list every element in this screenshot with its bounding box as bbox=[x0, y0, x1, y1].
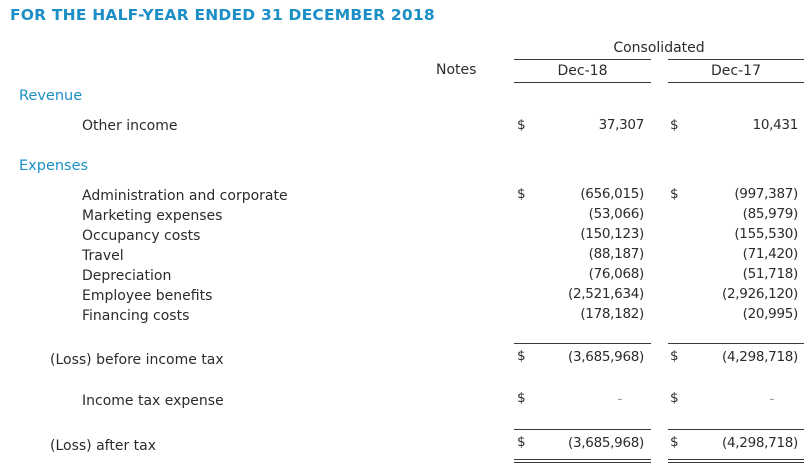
section-expenses: Expenses bbox=[19, 158, 89, 174]
header-rule-col2 bbox=[668, 59, 804, 60]
value-other-income-dec18: 37,307 bbox=[598, 117, 644, 133]
currency-symbol: $ bbox=[670, 390, 679, 406]
value-travel-dec18: (88,187) bbox=[588, 246, 644, 262]
header-underline-col1 bbox=[514, 82, 651, 83]
value-marketing-dec18: (53,066) bbox=[588, 206, 644, 222]
value-loss-after-tax-dec17: (4,298,718) bbox=[722, 435, 798, 451]
currency-symbol: $ bbox=[517, 186, 526, 202]
row-label-financing: Financing costs bbox=[82, 308, 190, 324]
value-travel-dec17: (71,420) bbox=[742, 246, 798, 262]
row-label-occupancy: Occupancy costs bbox=[82, 228, 201, 244]
currency-symbol: $ bbox=[517, 117, 526, 133]
row-label-loss-after-tax: (Loss) after tax bbox=[50, 438, 157, 454]
currency-symbol: $ bbox=[517, 390, 526, 406]
value-financing-dec17: (20,995) bbox=[742, 306, 798, 322]
row-label-admin: Administration and corporate bbox=[82, 188, 288, 204]
currency-symbol: $ bbox=[670, 434, 679, 450]
value-loss-before-tax-dec17: (4,298,718) bbox=[722, 349, 798, 365]
currency-symbol: $ bbox=[670, 117, 679, 133]
value-occupancy-dec17: (155,530) bbox=[734, 226, 798, 242]
section-revenue: Revenue bbox=[19, 88, 83, 104]
value-income-tax-dec18: - bbox=[617, 391, 622, 407]
bottom-rule-col1 bbox=[514, 459, 651, 460]
value-depreciation-dec18: (76,068) bbox=[588, 266, 644, 282]
value-financing-dec18: (178,182) bbox=[580, 306, 644, 322]
value-loss-before-tax-dec18: (3,685,968) bbox=[568, 349, 644, 365]
subtotal-rule-col2 bbox=[668, 343, 804, 344]
row-label-employee-benefits: Employee benefits bbox=[82, 288, 213, 304]
row-label-depreciation: Depreciation bbox=[82, 268, 172, 284]
value-depreciation-dec17: (51,718) bbox=[742, 266, 798, 282]
currency-symbol: $ bbox=[670, 186, 679, 202]
row-label-travel: Travel bbox=[82, 248, 124, 264]
bottom-rule-col2 bbox=[668, 459, 804, 460]
row-label-marketing: Marketing expenses bbox=[82, 208, 223, 224]
statement-title: FOR THE HALF-YEAR ENDED 31 DECEMBER 2018 bbox=[10, 6, 435, 24]
currency-symbol: $ bbox=[670, 348, 679, 364]
value-occupancy-dec18: (150,123) bbox=[580, 226, 644, 242]
column-header-dec-17: Dec-17 bbox=[711, 63, 761, 79]
currency-symbol: $ bbox=[517, 434, 526, 450]
bottom-double-rule-col1 bbox=[514, 462, 651, 463]
subtotal-rule-col1 bbox=[514, 343, 651, 344]
row-label-income-tax: Income tax expense bbox=[82, 393, 224, 409]
value-employee-benefits-dec17: (2,926,120) bbox=[722, 286, 798, 302]
notes-header: Notes bbox=[436, 62, 477, 78]
value-income-tax-dec17: - bbox=[769, 391, 774, 407]
total-rule-col1 bbox=[514, 429, 651, 430]
bottom-double-rule-col2 bbox=[668, 462, 804, 463]
value-employee-benefits-dec18: (2,521,634) bbox=[568, 286, 644, 302]
row-label-loss-before-tax: (Loss) before income tax bbox=[50, 352, 224, 368]
row-label-other-income: Other income bbox=[82, 118, 178, 134]
value-marketing-dec17: (85,979) bbox=[742, 206, 798, 222]
header-underline-col2 bbox=[668, 82, 804, 83]
value-other-income-dec17: 10,431 bbox=[752, 117, 798, 133]
value-admin-dec18: (656,015) bbox=[580, 186, 644, 202]
value-loss-after-tax-dec18: (3,685,968) bbox=[568, 435, 644, 451]
header-rule-col1 bbox=[514, 59, 651, 60]
total-rule-col2 bbox=[668, 429, 804, 430]
value-admin-dec17: (997,387) bbox=[734, 186, 798, 202]
column-header-dec-18: Dec-18 bbox=[557, 63, 608, 79]
currency-symbol: $ bbox=[517, 348, 526, 364]
consolidated-header: Consolidated bbox=[613, 40, 705, 56]
